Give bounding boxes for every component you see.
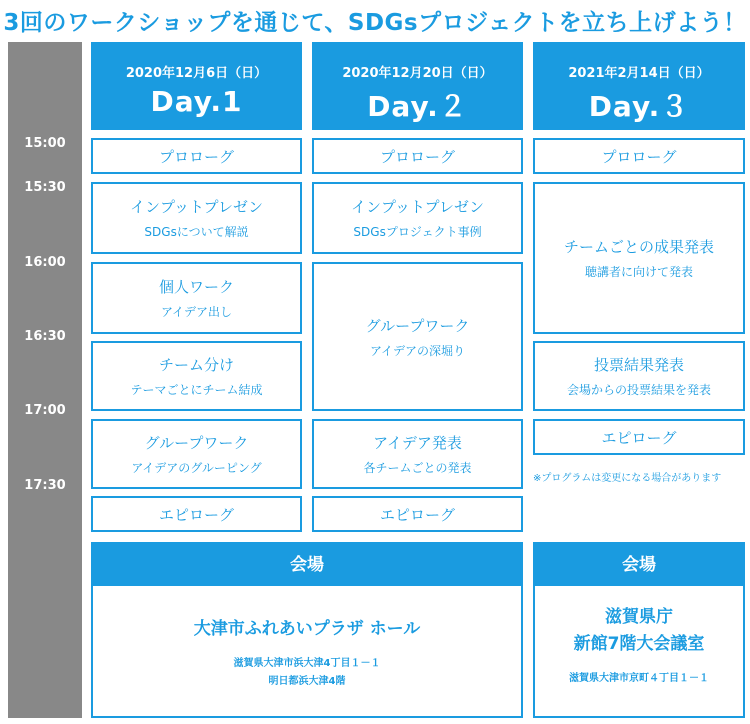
day1-session-input <box>91 182 302 254</box>
time-label: 15:00 <box>24 136 66 151</box>
day1-session-epilogue <box>91 496 302 532</box>
time-label: 15:30 <box>24 180 66 195</box>
session-sub: SDGsプロジェクト事例 <box>353 225 482 239</box>
day1-session-individual <box>91 262 302 334</box>
session-title: エピローグ <box>379 505 455 524</box>
day3-header <box>533 42 745 130</box>
session-sub: 各チームごとの発表 <box>363 461 472 475</box>
day1-session-team <box>91 341 302 411</box>
session-title: チーム分け <box>158 356 234 374</box>
session-sub: アイデアの深堀り <box>370 343 465 358</box>
session-title: 個人ワーク <box>158 278 234 296</box>
day3-session-results <box>533 182 745 334</box>
page-title: 3回のワークショップを通じて、SDGsプロジェクトを立ち上げよう！ <box>3 10 747 36</box>
venue-name: 滋賀県庁 <box>605 607 673 627</box>
day2-session-presentation <box>312 419 523 489</box>
session-sub: 会場からの投票結果を発表 <box>566 383 711 397</box>
session-title: エピローグ <box>158 505 234 524</box>
session-sub: アイデアのグルーピング <box>131 461 262 475</box>
session-sub: アイデア出し <box>161 305 232 319</box>
session-title: グループワーク <box>365 316 470 335</box>
venue-box-2 <box>533 542 745 718</box>
venue-name: 大津市ふれあいプラザ ホール <box>193 619 421 639</box>
day1-name: Day.1 <box>150 85 243 118</box>
session-title: インプットプレゼン <box>130 198 263 216</box>
session-sub: テーマごとにチーム結成 <box>130 383 263 397</box>
day2-header <box>312 42 523 130</box>
session-title: グループワーク <box>144 434 249 452</box>
session-title: アイデア発表 <box>373 434 462 452</box>
venue-heading: 会場 <box>93 544 521 586</box>
session-sub: 聴講者に向けて発表 <box>584 265 693 279</box>
venue-heading: 会場 <box>535 544 743 586</box>
day1-session-groupwork <box>91 419 302 489</box>
day1-session-prologue <box>91 138 302 174</box>
session-title: エピローグ <box>601 428 677 447</box>
session-title: プロローグ <box>601 147 677 166</box>
session-title: チームごとの成果発表 <box>563 238 714 256</box>
day3-session-prologue <box>533 138 745 174</box>
day1-header <box>91 42 302 130</box>
time-label: 17:30 <box>24 478 66 493</box>
day2-date: 2020年12月20日（日） <box>342 66 493 81</box>
time-label: 16:30 <box>24 329 66 344</box>
session-title: 投票結果発表 <box>593 356 684 374</box>
day3-date: 2021年2月14日（日） <box>568 66 710 81</box>
session-title: プロローグ <box>379 147 455 166</box>
day2-session-epilogue <box>312 496 523 532</box>
venue-name-room: 新館7階大会議室 <box>573 634 705 654</box>
time-label: 17:00 <box>24 403 66 418</box>
venue-box-1 <box>91 542 523 718</box>
day3-session-epilogue <box>533 419 745 455</box>
day3-name: Day.３ <box>588 90 690 123</box>
venue-address: 滋賀県大津市浜大津4丁目１－１ <box>233 658 381 669</box>
venue-address: 滋賀県大津市京町４丁目１－１ <box>569 673 709 684</box>
venue-address-building: 明日都浜大津4階 <box>268 676 346 687</box>
day2-session-groupwork <box>312 262 523 411</box>
day2-session-prologue <box>312 138 523 174</box>
day2-name: Day.２ <box>367 90 468 123</box>
day2-session-input <box>312 182 523 254</box>
day3-session-vote <box>533 341 745 411</box>
session-title: プロローグ <box>158 147 234 166</box>
schedule-note: ※プログラムは変更になる場合があります <box>533 473 722 484</box>
time-label: 16:00 <box>24 255 66 270</box>
session-title: インプットプレゼン <box>351 198 484 216</box>
session-sub: SDGsについて解説 <box>144 225 249 239</box>
day1-date: 2020年12月6日（日） <box>125 66 268 81</box>
